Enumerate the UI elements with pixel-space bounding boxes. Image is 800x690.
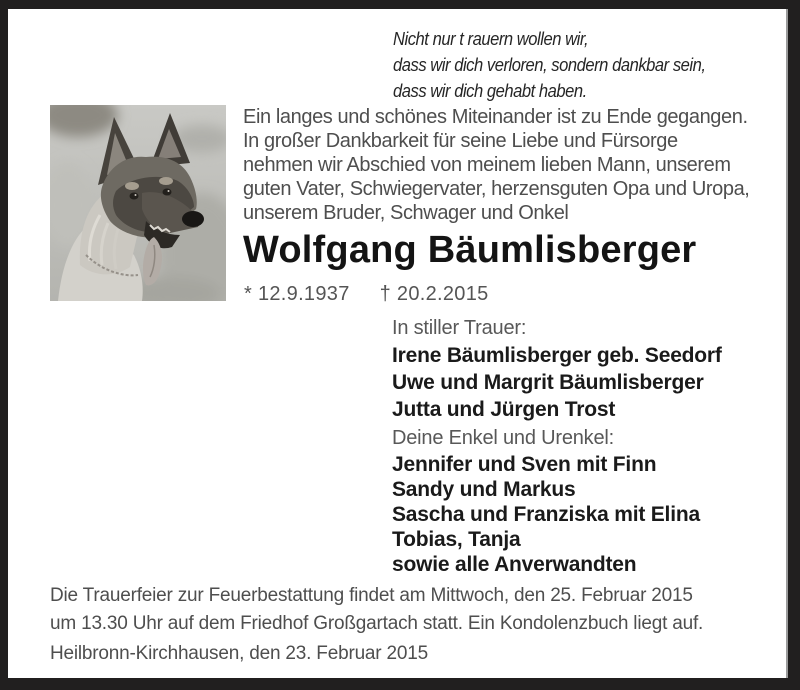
funeral-line: um 13.30 Uhr auf dem Friedhof Großgartach statt. Ein Kondolenzbuch liegt auf. — [50, 613, 704, 634]
german-shepherd-image — [50, 105, 226, 301]
funeral-line: Die Trauerfeier zur Feuerbestattung findet am Mittwoch, den 25. Februar 2015 — [50, 585, 693, 606]
intro-line: In großer Dankbarkeit für seine Liebe und Fürsorge — [243, 130, 678, 152]
quote-line: dass wir dich verloren, sondern dankbar sein, — [393, 55, 706, 75]
mourner-name: Irene Bäumlisberger geb. Seedorf — [392, 344, 722, 367]
obituary-notice — [8, 9, 788, 678]
grandchild-name: Sandy und Markus — [392, 478, 576, 501]
intro-line: nehmen wir Abschied von meinem lieben Mann, unserem — [243, 154, 731, 176]
grandchild-name: sowie alle Anverwandten — [392, 553, 637, 576]
grandchild-name: Jennifer und Sven mit Finn — [392, 453, 657, 476]
grandchildren-heading: Deine Enkel und Urenkel: — [392, 427, 614, 449]
mourner-name: Jutta und Jürgen Trost — [392, 398, 616, 421]
birth-date: * 12.9.1937 — [244, 283, 350, 305]
memorial-quote — [393, 26, 706, 104]
life-dates — [244, 283, 489, 306]
deceased-name: Wolfgang Bäumlisberger — [243, 229, 697, 271]
grandchild-name: Sascha und Franziska mit Elina — [392, 503, 700, 526]
quote-line: dass wir dich gehabt haben. — [393, 81, 587, 101]
mourners-list — [392, 342, 722, 423]
death-date: † 20.2.2015 — [379, 283, 489, 305]
intro-line: guten Vater, Schwiegervater, herzensguten Opa und Uropa, — [243, 178, 750, 200]
place-date: Heilbronn-Kirchhausen, den 23. Februar 2015 — [50, 643, 428, 664]
deceased-photo — [50, 105, 226, 301]
mourner-name: Uwe und Margrit Bäumlisberger — [392, 371, 704, 394]
mourners-heading: In stiller Trauer: — [392, 317, 527, 339]
column-rule — [786, 9, 788, 678]
quote-line: Nicht nur t rauern wollen wir, — [393, 29, 589, 49]
intro-line: unserem Bruder, Schwager und Onkel — [243, 202, 569, 224]
intro-line: Ein langes und schönes Miteinander ist zu Ende gegangen. — [243, 106, 748, 128]
intro-text — [243, 105, 749, 225]
funeral-info — [50, 582, 703, 638]
grandchildren-list — [392, 452, 700, 577]
grandchild-name: Tobias, Tanja — [392, 528, 521, 551]
